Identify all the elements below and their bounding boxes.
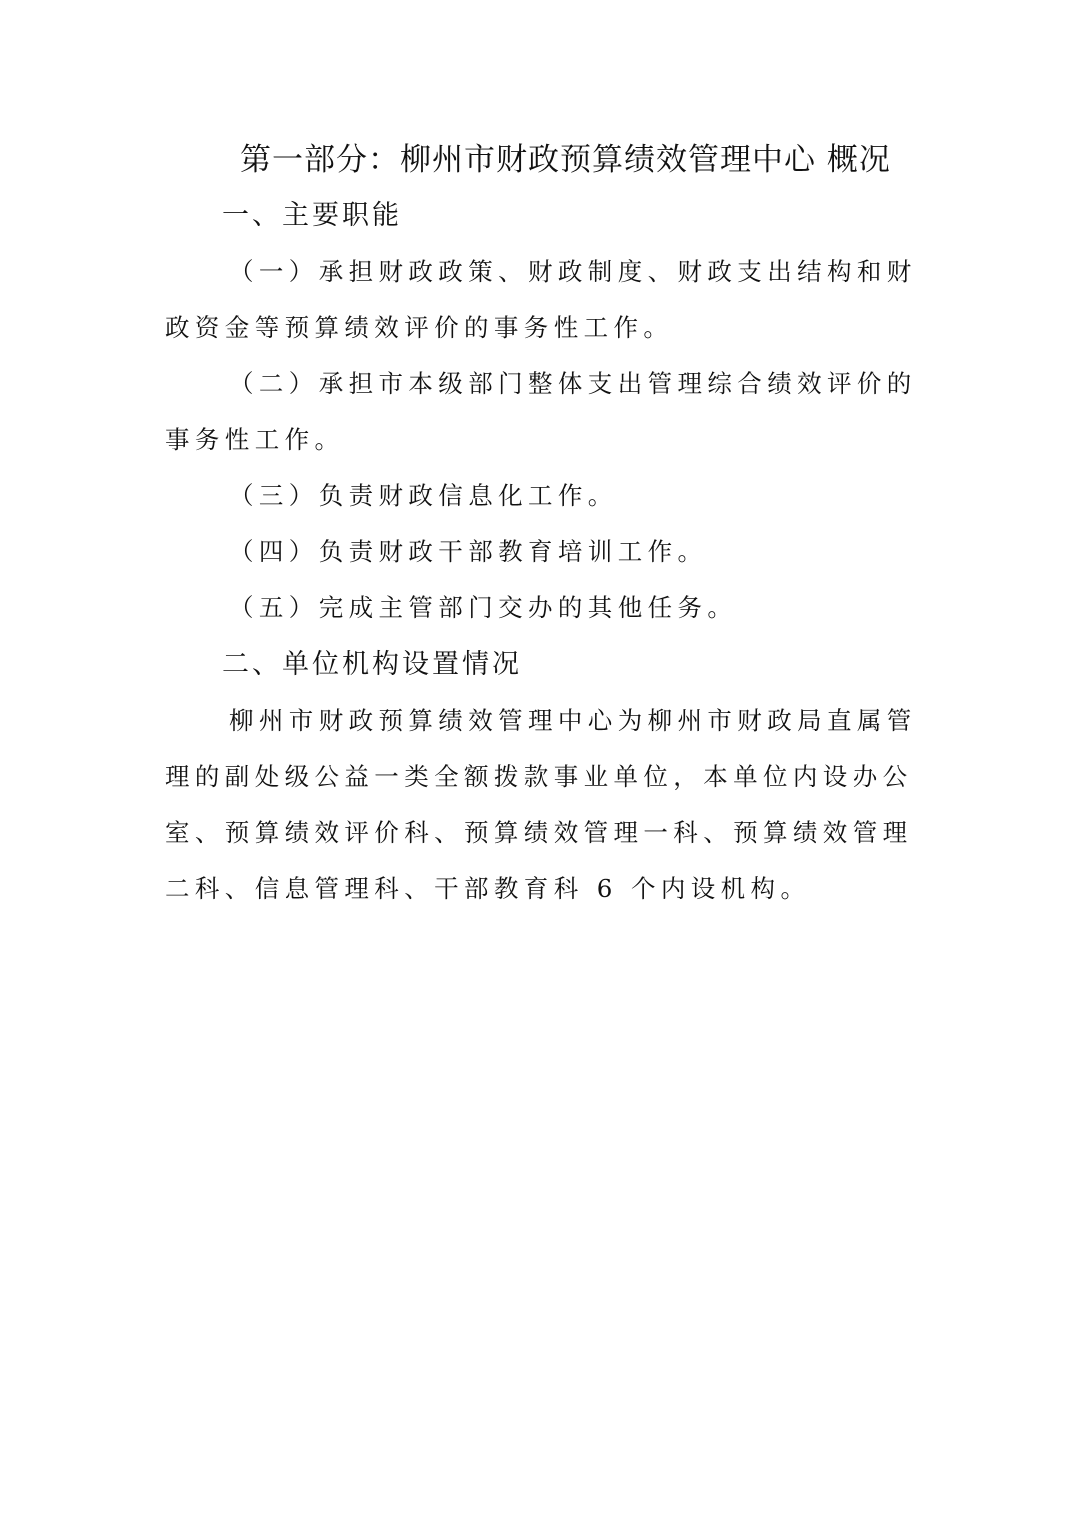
org-structure-paragraph: 柳州市财政预算绩效管理中心为柳州市财政局直属管理的副处级公益一类全额拨款事业单位，本单位内设办公室、预算绩效评价科、预算绩效管理一科、预算绩效管理二科、信息管理科、干部教育科 6 个内设机构。	[165, 706, 917, 903]
section-heading-main-functions: 一、主要职能	[222, 200, 402, 231]
function-item-3: （三）负责财政信息化工作。	[229, 481, 618, 510]
document-title: 第一部分：柳州市财政预算绩效管理中心 概况	[240, 142, 891, 178]
function-item-1: （一）承担财政政策、财政制度、财政支出结构和财政资金等预算绩效评价的事务性工作。	[165, 257, 917, 342]
section-heading-org-structure: 二、单位机构设置情况	[222, 649, 522, 680]
function-item-2: （二）承担市本级部门整体支出管理综合绩效评价的事务性工作。	[165, 369, 917, 454]
function-item-5: （五）完成主管部门交办的其他任务。	[229, 593, 738, 622]
function-item-4: （四）负责财政干部教育培训工作。	[229, 537, 708, 566]
